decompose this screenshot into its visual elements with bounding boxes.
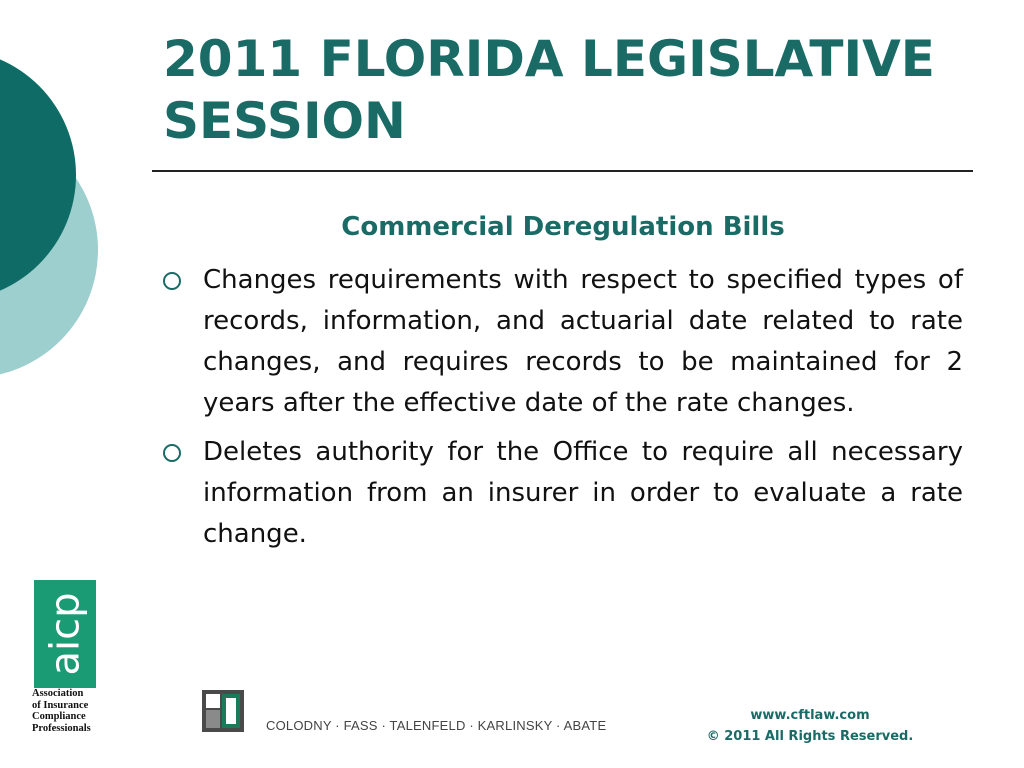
firm-logo-icon: [202, 690, 244, 732]
bullet-text: Changes requirements with respect to specified types of records, information, and actuarial date related to rate changes, and requires records to be maintained for 2 years after the effective date of the rate changes.: [203, 265, 963, 418]
copyright-text: © 2011 All Rights Reserved.: [706, 729, 914, 744]
decorative-circles: [0, 0, 110, 420]
bullet-item: [163, 260, 963, 424]
bullet-item: [163, 432, 963, 555]
firm-name: COLODNY · FASS · TALENFELD · KARLINSKY · ABATE: [266, 718, 607, 733]
bullet-list: [163, 260, 963, 563]
aicp-line: of Insurance: [32, 699, 89, 711]
aicp-line: Professionals: [32, 722, 91, 734]
slide-subheading: Commercial Deregulation Bills: [341, 212, 785, 242]
website-link[interactable]: www.cftlaw.com: [750, 708, 870, 723]
slide-title: 2011 FLORIDA LEGISLATIVE SESSION: [163, 30, 935, 150]
aicp-logo-text: aicp: [42, 592, 89, 676]
circle-bullet-icon: [163, 272, 181, 290]
aicp-org-name: [32, 688, 102, 734]
aicp-line: Compliance: [32, 711, 86, 722]
aicp-logo: [34, 580, 96, 688]
aicp-line: Association: [32, 688, 84, 699]
bullet-text: Deletes authority for the Office to require all necessary information from an insurer in order to evaluate a rate change.: [203, 437, 963, 549]
circle-bullet-icon: [163, 444, 181, 462]
title-divider: [152, 170, 973, 172]
footer-contact: [690, 705, 930, 747]
